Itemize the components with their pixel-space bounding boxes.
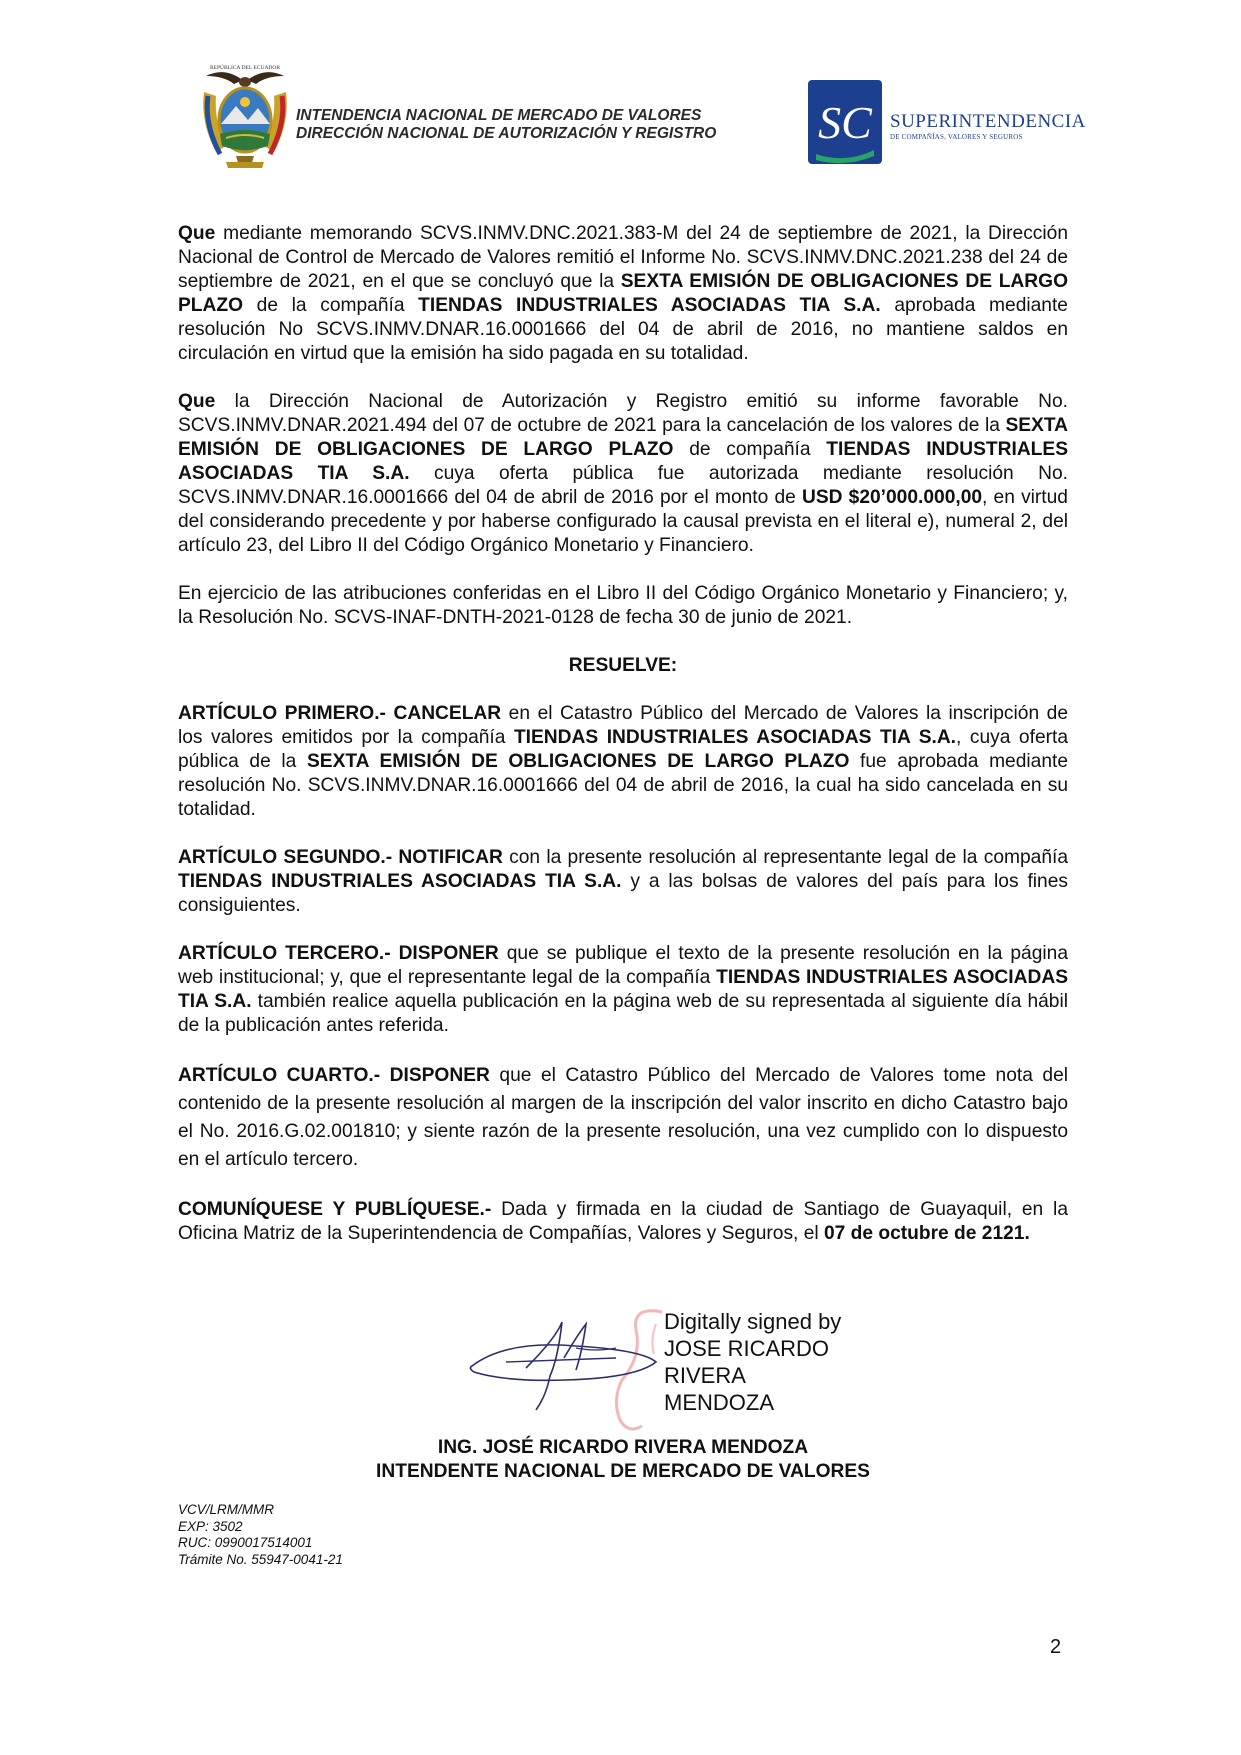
ref-exp: EXP: 3502 [178, 1518, 243, 1534]
handwritten-signature-icon [466, 1318, 666, 1418]
brand-subtitle: DE COMPAÑÍAS, VALORES Y SEGUROS [890, 133, 1023, 141]
text-run: , cuya oferta pública de la [178, 727, 1069, 772]
bold-text-run: TIENDAS INDUSTRIALES ASOCIADAS TIA S.A. [178, 871, 622, 892]
articulo-tercero [178, 942, 1068, 1038]
bold-text-run: ARTÍCULO CUARTO.- DISPONER [178, 1065, 490, 1086]
bold-text-run: ARTÍCULO PRIMERO.- CANCELAR [178, 703, 502, 724]
bold-text-run: Que [178, 391, 216, 412]
ref-tramite: Trámite No. 55947-0041-21 [178, 1551, 343, 1567]
text-run: y a las bolsas de valores del país para los fines consiguientes. [178, 871, 1068, 916]
articulo-segundo [178, 846, 1068, 918]
resuelve-heading: RESUELVE: [568, 655, 678, 676]
header-line-1: INTENDENCIA NACIONAL DE MERCADO DE VALORES [296, 107, 702, 124]
digital-signature-line: MENDOZA [664, 1390, 774, 1415]
ref-ruc: RUC: 0990017514001 [178, 1535, 313, 1550]
text-run: con la presente resolución al representante legal de la compañía [502, 847, 1068, 868]
considerando-1 [178, 222, 1068, 366]
bold-text-run: SEXTA EMISIÓN DE OBLIGACIONES DE LARGO PLAZO [178, 271, 1068, 316]
signer-title: INTENDENTE NACIONAL DE MERCADO DE VALORES [376, 1461, 870, 1482]
letterhead [0, 0, 1241, 180]
digital-signature-line: Digitally signed by [664, 1309, 842, 1334]
bold-text-run: TIENDAS INDUSTRIALES ASOCIADAS TIA S.A. [513, 727, 957, 748]
text-run: fue aprobada mediante resolución No. SCVS.INMV.DNAR.16.0001666 del 04 de abril de 2016, la cual ha sido cancelada en su totalidad. [178, 751, 1069, 820]
text-run: aprobada mediante resolución No SCVS.INMV.DNAR.16.0001666 del 04 de abril de 2016, no mantiene saldos en circulación en virtud que la emisión ha sido pagada en su totalidad. [178, 295, 1068, 364]
resolution-body [178, 222, 1068, 1246]
text-run: que el Catastro Público del Mercado de Valores tome nota del contenido de la presente resolución al margen de la inscripción del valor inscrito en dicho Catastro bajo el No. 2016.G.02.001810; y siente razón de la presente resolución, una vez cumplido con lo dispuesto en el artículo tercero. [178, 1065, 1069, 1170]
bold-text-run: TIENDAS INDUSTRIALES ASOCIADAS TIA S.A. [418, 295, 881, 316]
text-run: la Dirección Nacional de Autorización y Registro emitió su informe favorable No. SCVS.INMV.DNAR.2021.494 del 07 de octubre de 2021 para la cancelación de los valores de la [178, 391, 1068, 436]
coat-of-arms-icon [196, 62, 294, 174]
coat-caption: REPÚBLICA DEL ECUADOR [209, 65, 281, 71]
reference-codes [178, 1502, 478, 1568]
signer-name: ING. JOSÉ RICARDO RIVERA MENDOZA [437, 1437, 809, 1458]
bold-text-run: 07 de octubre de 2121. [823, 1223, 1030, 1244]
bold-text-run: ARTÍCULO TERCERO.- DISPONER [178, 943, 499, 964]
text-run: mediante memorando SCVS.INMV.DNC.2021.383-M del 24 de septiembre de 2021, la Dirección Nacional de Control de Mercado de Valores remitió el Informe No. SCVS.INMV.DNC.2021.238 del 24 de septiembre de 2021, en el que se concluyó que la [178, 223, 1068, 292]
digital-signature-text [664, 1308, 884, 1416]
bold-text-run: ARTÍCULO SEGUNDO.- NOTIFICAR [178, 847, 503, 868]
text-run: también realice aquella publicación en la página web de su representada al siguiente día hábil de la publicación antes referida. [178, 991, 1068, 1036]
bold-text-run: SEXTA EMISIÓN DE OBLIGACIONES DE LARGO PLAZO [178, 415, 1068, 460]
superintendencia-brand [890, 111, 1086, 141]
closing-paragraph [178, 1198, 1068, 1246]
text-run: de la compañía [243, 295, 419, 316]
bold-text-run: TIENDAS INDUSTRIALES ASOCIADAS TIA S.A. [178, 439, 1068, 484]
considerando-2 [178, 390, 1068, 558]
text-run: que se publique el texto de la presente resolución en la página web institucional; y, que el representante legal de la compañía [178, 943, 1068, 988]
ref-initials: VCV/LRM/MMR [178, 1502, 275, 1517]
brand-name: SUPERINTENDENCIA [890, 111, 1086, 132]
considerando-3 [178, 582, 1068, 630]
sc-logo-initials: SC [818, 97, 872, 148]
articulo-cuarto [178, 1062, 1068, 1174]
text-run: cuya oferta pública fue autorizada mediante resolución No. SCVS.INMV.DNAR.16.0001666 del 04 de abril de 2016 por el monto de [178, 463, 1068, 508]
institution-header [296, 107, 776, 143]
bold-text-run: COMUNÍQUESE Y PUBLÍQUESE.- [178, 1199, 492, 1220]
text-run: Dada y firmada en la ciudad de Santiago de Guayaquil, en la Oficina Matriz de la Superintendencia de Compañías, Valores y Seguros, el [178, 1199, 1068, 1244]
sc-logo-icon [808, 80, 882, 164]
signer-block [178, 1436, 1068, 1484]
digital-signature-line: RIVERA [664, 1363, 746, 1388]
text-run: en el Catastro Público del Mercado de Valores la inscripción de los valores emitidos por la compañía [178, 703, 1068, 748]
text-run: de compañía [673, 439, 827, 460]
articulo-primero [178, 702, 1068, 822]
page-number: 2 [1050, 1636, 1062, 1658]
bold-text-run: USD $20’000.000,00 [801, 487, 983, 508]
bold-text-run: Que [178, 223, 216, 244]
bold-text-run: SEXTA EMISIÓN DE OBLIGACIONES DE LARGO PLAZO [306, 751, 850, 772]
digital-signature-line: JOSE RICARDO [664, 1336, 830, 1361]
text-run: En ejercicio de las atribuciones conferidas en el Libro II del Código Orgánico Monetario y Financiero; y, la Resolución No. SCVS-INAF-DNTH-2021-0128 de fecha 30 de junio de 2021. [178, 583, 1068, 628]
header-line-2: DIRECCIÓN NACIONAL DE AUTORIZACIÓN Y REGISTRO [296, 125, 717, 142]
text-run: , en virtud del considerando precedente y por haberse configurado la causal prevista en el literal e), numeral 2, del artículo 23, del Libro II del Código Orgánico Monetario y Financiero. [178, 487, 1068, 556]
bold-text-run: TIENDAS INDUSTRIALES ASOCIADAS TIA S.A. [178, 967, 1068, 1012]
